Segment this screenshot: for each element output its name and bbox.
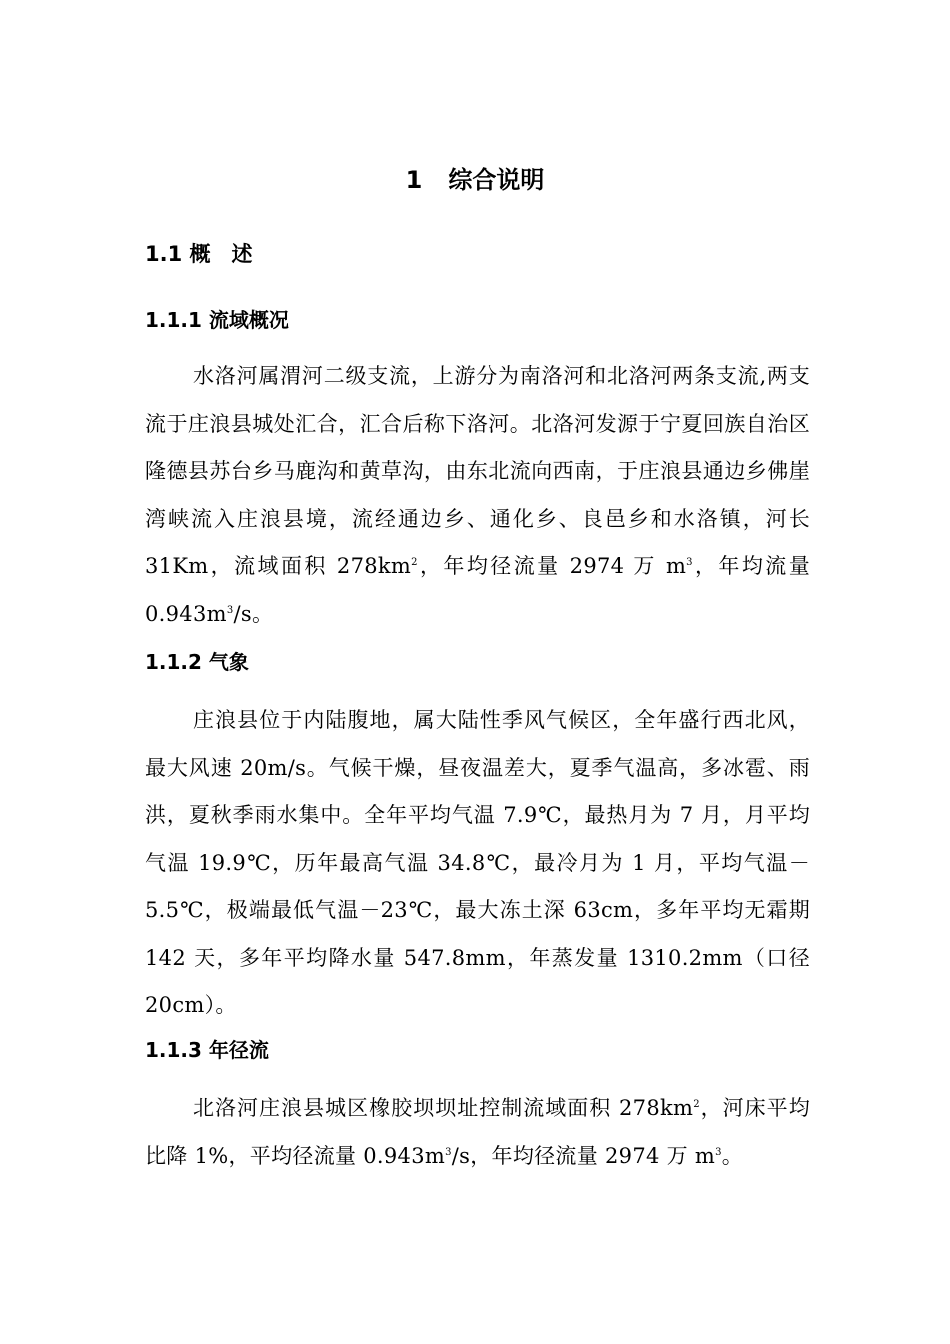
section-heading-1-1-3: 1.1.3 年径流 [145,1038,269,1062]
watershed-text-part-3: ，年均流量 0.943m [145,554,811,626]
runoff-text-part-4: 。 [721,1143,744,1168]
section-heading-1-1: 1.1 概 述 [145,242,253,266]
chapter-title-text: 综合说明 [448,166,545,194]
paragraph-meteorology: 庄浪县位于内陆腹地，属大陆性季风气候区，全年盛行西北风，最大风速 20m/s。气候干燥，昼夜温差大，夏季气温高，多冰雹、雨洪，夏秋季雨水集中。全年平均气温 7.9℃，最热月为 7 月，月平均气温 19.9℃，历年最高气温 34.8℃，最冷月为 1 月，平均气温－5.5℃，极端最低气温－23℃，最大冻土深 63cm，多年平均无霜期 142 天，多年平均降水量 547.8mm，年蒸发量 1310.2mm（口径 20cm）。 [145,708,810,1017]
runoff-text-part-2: ，河床平均比降 1%，平均径流量 0.943m [145,1096,810,1168]
superscript-cube: 3 [686,557,693,568]
watershed-text-part-2: ，年均径流量 2974 万 m [417,554,687,578]
watershed-text-part-1: 水洛河属渭河二级支流，上游分为南洛河和北洛河两条支流,两支流于庄浪县城处汇合，汇合后称下洛河。北洛河发源于宁夏回族自治区隆德县苏台乡马鹿沟和黄草沟，由东北流向西南，于庄浪县通边乡佛崖湾峡流入庄浪县境，流经通边乡、通化乡、良邑乡和水洛镇，河长 31Km，流域面积 278km [145,364,810,578]
superscript-cube: 3 [715,1146,722,1158]
chapter-number: 1 [405,166,423,194]
superscript-square: 2 [411,557,418,568]
paragraph-watershed-overview [145,353,810,638]
section-heading-1-1-1: 1.1.1 流域概况 [145,308,289,332]
superscript-square: 2 [693,1099,700,1110]
superscript-cube: 3 [226,604,234,616]
runoff-text-part-1: 北洛河庄浪县城区橡胶坝坝址控制流域面积 278km [193,1096,694,1120]
section-heading-1-1-2: 1.1.2 气象 [145,650,249,674]
runoff-text-part-3: /s，年均径流量 2974 万 m [451,1143,716,1168]
superscript-cube: 3 [445,1146,452,1158]
watershed-text-part-4: /s。 [233,601,274,626]
paragraph-annual-runoff [145,1085,810,1180]
chapter-title [0,160,950,200]
